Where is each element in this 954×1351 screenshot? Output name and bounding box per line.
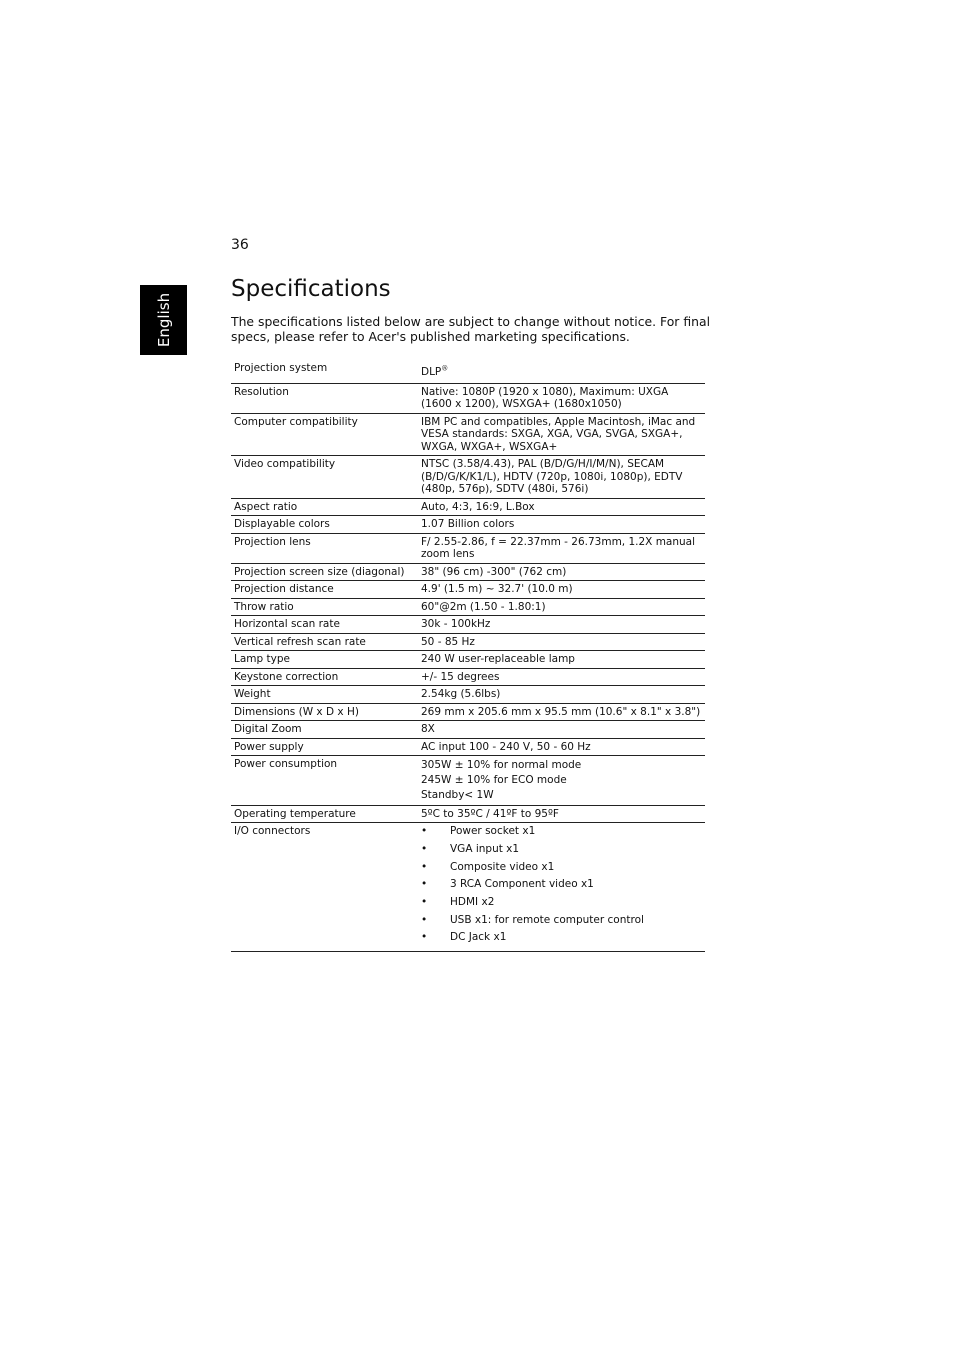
spec-value: 269 mm x 205.6 mm x 95.5 mm (10.6" x 8.1" x 3.8") <box>421 705 701 718</box>
spec-value: 60"@2m (1.50 - 1.80:1) <box>421 600 546 613</box>
spec-label: Keystone correction <box>234 670 339 683</box>
spec-value: Native: 1080P (1920 x 1080), Maximum: UXGA (1600 x 1200), WSXGA+ (1680x1050) <box>421 385 669 410</box>
list-item <box>421 914 702 932</box>
spec-value: 4.9' (1.5 m) ~ 32.7' (10.0 m) <box>421 583 573 595</box>
spec-value: 50 - 85 Hz <box>421 635 475 648</box>
table-row <box>231 738 705 756</box>
spec-label: Video compatibility <box>234 458 336 470</box>
spec-value-text: DLP <box>421 366 442 378</box>
list-item-text: USB x1: for remote computer control <box>450 913 644 926</box>
table-row <box>231 456 705 499</box>
spec-label: Horizontal scan rate <box>234 618 340 630</box>
table-row <box>231 533 705 563</box>
spec-label: Power supply <box>234 740 304 753</box>
spec-value: F/ 2.55-2.86, f = 22.37mm - 26.73mm, 1.2X manual zoom lens <box>421 535 696 560</box>
table-row <box>231 651 705 669</box>
bullet-icon: • <box>421 825 428 838</box>
spec-value: 1.07 Billion colors <box>421 518 515 530</box>
spec-label: Digital Zoom <box>234 723 302 735</box>
list-item-text: HDMI x2 <box>450 895 495 908</box>
page-title: Specifications <box>231 276 391 302</box>
spec-label: Power consumption <box>234 758 338 770</box>
bullet-icon: • <box>421 878 428 891</box>
spec-label: I/O connectors <box>234 825 311 838</box>
table-row <box>231 633 705 651</box>
language-tab-label: English <box>154 292 173 348</box>
list-item-text: DC Jack x1 <box>450 931 507 944</box>
registered-mark: ® <box>441 364 449 373</box>
page-number: 36 <box>231 237 249 253</box>
list-item-text: Composite video x1 <box>450 860 555 873</box>
spec-label: Projection system <box>234 362 328 374</box>
spec-value: 2.54kg (5.6lbs) <box>421 688 501 700</box>
bullet-icon: • <box>421 860 428 873</box>
power-normal-mode: 305W ± 10% for normal mode <box>421 759 582 772</box>
list-item <box>421 896 702 914</box>
spec-label: Computer compatibility <box>234 415 358 428</box>
table-row <box>231 686 705 704</box>
io-connector-list <box>421 825 702 949</box>
spec-label: Aspect ratio <box>234 500 298 513</box>
bullet-icon: • <box>421 931 428 944</box>
power-eco-mode: 245W ± 10% for ECO mode <box>421 774 567 787</box>
table-row <box>231 598 705 616</box>
spec-value: 8X <box>421 723 435 735</box>
power-standby: Standby< 1W <box>421 788 494 801</box>
spec-label: Vertical refresh scan rate <box>234 635 366 648</box>
spec-value <box>416 359 705 383</box>
spec-label: Projection lens <box>234 535 311 548</box>
list-item <box>421 825 702 843</box>
bullet-icon: • <box>421 895 428 908</box>
spec-label: Resolution <box>234 385 289 398</box>
spec-label: Dimensions (W x D x H) <box>234 705 359 718</box>
table-row <box>231 413 705 456</box>
spec-value: +/- 15 degrees <box>421 670 500 683</box>
table-row <box>231 805 705 823</box>
spec-label: Lamp type <box>234 653 290 665</box>
table-row <box>231 581 705 599</box>
spec-value: NTSC (3.58/4.43), PAL (B/D/G/H/I/M/N), SECAM (B/D/G/K/K1/L), HDTV (720p, 1080i, 1080p), EDTV (480p, 576p), SDTV (480i, 576i) <box>421 458 683 495</box>
table-row <box>231 721 705 739</box>
table-row <box>231 359 705 383</box>
spec-value: IBM PC and compatibles, Apple Macintosh, iMac and VESA standards: SXGA, XGA, VGA, SVGA, SXGA+, WXGA, WXGA+, WSXGA+ <box>421 415 696 453</box>
table-row <box>231 823 705 952</box>
spec-label: Operating temperature <box>234 807 356 820</box>
list-item-text: 3 RCA Component video x1 <box>450 878 594 891</box>
spec-label: Projection screen size (diagonal) <box>234 565 405 578</box>
table-row <box>231 383 705 413</box>
intro-paragraph: The specifications listed below are subject to change without notice. For final specs, please refer to Acer's published marketing specifications. <box>231 314 711 344</box>
list-item-text: Power socket x1 <box>450 825 536 838</box>
list-item-text: VGA input x1 <box>450 842 520 855</box>
spec-value: 5ºC to 35ºC / 41ºF to 95ºF <box>421 807 559 820</box>
list-item <box>421 878 702 896</box>
table-row <box>231 498 705 516</box>
bullet-icon: • <box>421 913 428 926</box>
spec-value: AC input 100 - 240 V, 50 - 60 Hz <box>421 740 591 753</box>
spec-label: Throw ratio <box>234 600 294 613</box>
list-item <box>421 861 702 879</box>
spec-label: Projection distance <box>234 583 334 595</box>
language-tab <box>140 285 187 355</box>
spec-value: Auto, 4:3, 16:9, L.Box <box>421 500 535 513</box>
spec-label: Weight <box>234 688 271 700</box>
spec-value: 240 W user-replaceable lamp <box>421 653 575 665</box>
table-row <box>231 668 705 686</box>
list-item <box>421 931 702 949</box>
table-row <box>231 756 705 806</box>
list-item <box>421 843 702 861</box>
spec-value: 30k - 100kHz <box>421 618 491 630</box>
spec-value <box>416 756 705 806</box>
specifications-table <box>231 359 705 952</box>
spec-label: Displayable colors <box>234 518 330 530</box>
spec-value: 38" (96 cm) -300" (762 cm) <box>421 565 567 578</box>
table-row <box>231 516 705 534</box>
bullet-icon: • <box>421 842 428 855</box>
table-row <box>231 703 705 721</box>
table-row <box>231 616 705 634</box>
spec-value <box>416 823 705 952</box>
table-row <box>231 563 705 581</box>
